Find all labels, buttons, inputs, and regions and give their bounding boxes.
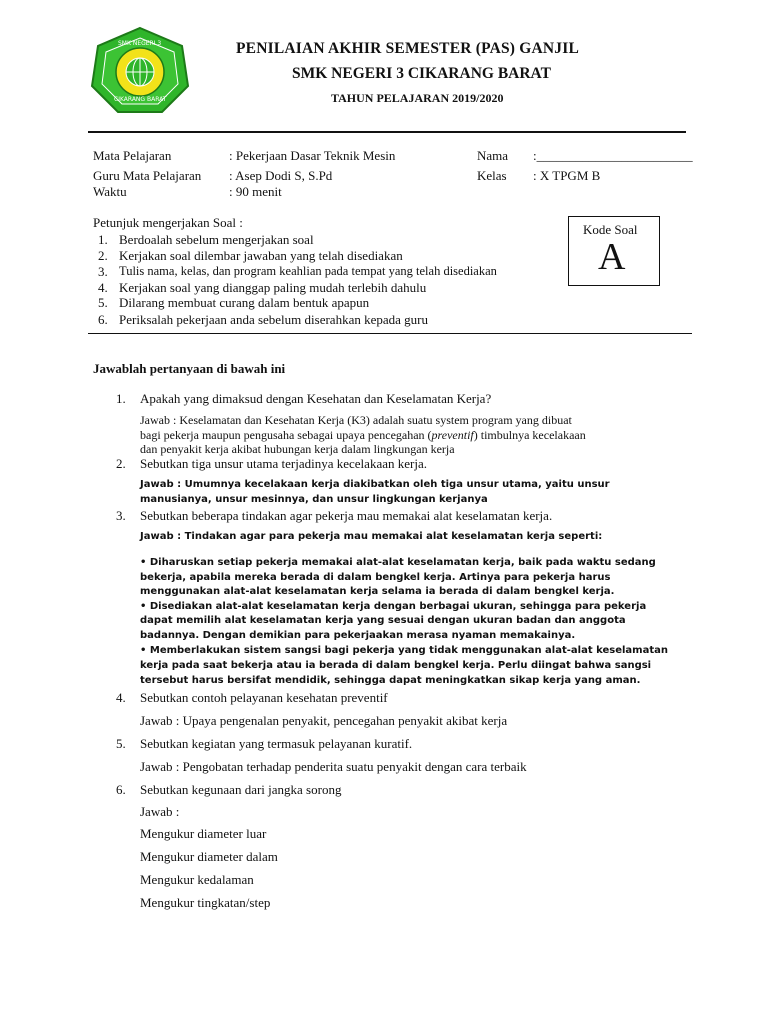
question-number: 3.: [116, 508, 126, 523]
question-number: 5.: [116, 736, 126, 751]
instruction-num: 4.: [98, 280, 108, 295]
answer-line: manusianya, unsur mesinnya, dan unsur lingkungan kerjanya: [140, 494, 488, 505]
academic-year: TAHUN PELAJARAN 2019/2020: [331, 91, 504, 105]
waktu-label: Waktu: [93, 184, 127, 199]
answer-line: [140, 428, 586, 443]
instruction-num: 2.: [98, 248, 108, 263]
instructions-title: Petunjuk mengerjakan Soal :: [93, 215, 243, 230]
school-logo: [90, 26, 190, 114]
instruction-num: 1.: [98, 232, 108, 247]
answer-segment: bagi pekerja maupun pengusaha sebagai upaya pencegahan (: [140, 428, 432, 442]
section-title: Jawablah pertanyaan di bawah ini: [93, 361, 286, 376]
question-number: 1.: [116, 391, 126, 406]
question-text: Apakah yang dimaksud dengan Kesehatan dan Keselamatan Kerja?: [140, 391, 492, 406]
nama-field[interactable]: :________________________: [533, 148, 693, 163]
answer-item: Mengukur diameter luar: [140, 826, 267, 841]
question-number: 6.: [116, 782, 126, 797]
answer-line: kerja pada saat bekerja atau ia berada di dalam bengkel kerja. Perlu diingat bahwa sangsi: [140, 660, 652, 671]
answer-bullet: • Diharuskan setiap pekerja memakai alat-alat keselamatan kerja, baik pada waktu sedang: [140, 557, 656, 568]
instruction-text: Tulis nama, kelas, dan program keahlian pada tempat yang telah disediakan: [119, 264, 497, 278]
answer-line: tersebut harus bersifat mendidik, sehingga dapat meningkatkan sikap kerja yang aman.: [140, 675, 641, 686]
kode-soal-box: [568, 216, 660, 286]
instructions-divider: [88, 333, 692, 334]
question-text: Sebutkan kegunaan dari jangka sorong: [140, 782, 342, 797]
instruction-num: 6.: [98, 312, 108, 327]
logo-text-bottom: CIKARANG BARAT: [114, 96, 167, 103]
question-text: Sebutkan contoh pelayanan kesehatan preventif: [140, 690, 388, 705]
exam-title: PENILAIAN AKHIR SEMESTER (PAS) GANJIL: [236, 40, 579, 57]
kelas-value: : X TPGM B: [533, 168, 601, 183]
answer-line: dapat memilih alat keselamatan kerja yang sesuai dengan ukuran badan dan anggota: [140, 615, 626, 626]
nama-label: Nama: [477, 148, 509, 163]
question-text: Sebutkan tiga unsur utama terjadinya kecelakaan kerja.: [140, 456, 427, 471]
mapel-value: : Pekerjaan Dasar Teknik Mesin: [229, 148, 396, 163]
instruction-num: 3.: [98, 264, 108, 279]
question-number: 4.: [116, 690, 126, 705]
answer-line: Jawab : Umumnya kecelakaan kerja diakibatkan oleh tiga unsur utama, yaitu unsur: [140, 479, 610, 490]
answer-line: Jawab :: [140, 804, 180, 819]
kelas-label: Kelas: [477, 168, 507, 183]
instruction-text: Dilarang membuat curang dalam bentuk apapun: [119, 295, 370, 310]
kode-soal-label: Kode Soal: [583, 222, 638, 237]
question-number: 2.: [116, 456, 126, 471]
answer-bullet: • Memberlakukan sistem sangsi bagi pekerja yang tidak menggunakan alat-alat keselamatan: [140, 645, 668, 656]
instruction-text: Periksalah pekerjaan anda sebelum diserahkan kepada guru: [119, 312, 428, 327]
instruction-text: Berdoalah sebelum mengerjakan soal: [119, 232, 314, 247]
school-name: SMK NEGERI 3 CIKARANG BARAT: [292, 65, 551, 82]
answer-line: Jawab : Upaya pengenalan penyakit, pencegahan penyakit akibat kerja: [140, 713, 508, 728]
answer-segment: ) timbulnya kecelakaan: [473, 428, 586, 442]
answer-line: Jawab : Keselamatan dan Kesehatan Kerja (K3) adalah suatu system program yang dibuat: [140, 413, 572, 427]
answer-line: bekerja, apabila mereka berada di dalam bengkel kerja. Artinya para pekerja harus: [140, 572, 611, 583]
answer-item: Mengukur kedalaman: [140, 872, 254, 887]
guru-value: : Asep Dodi S, S.Pd: [229, 168, 333, 183]
answer-bullet: • Disediakan alat-alat keselamatan kerja dengan berbagai ukuran, sehingga para pekerja: [140, 601, 647, 612]
logo-text-top: SMK NEGERI 3: [118, 40, 162, 47]
guru-label: Guru Mata Pelajaran: [93, 168, 202, 183]
instruction-text: Kerjakan soal dilembar jawaban yang telah disediakan: [119, 248, 403, 263]
answer-emphasis: preventif: [431, 428, 474, 442]
instruction-num: 5.: [98, 295, 108, 310]
kode-soal-value: A: [598, 236, 626, 278]
header-divider: [88, 131, 686, 133]
answer-item: Mengukur tingkatan/step: [140, 895, 271, 910]
instruction-text: Kerjakan soal yang dianggap paling mudah terlebih dahulu: [119, 280, 427, 295]
question-text: Sebutkan beberapa tindakan agar pekerja mau memakai alat keselamatan kerja.: [140, 508, 553, 523]
answer-line: Jawab : Pengobatan terhadap penderita suatu penyakit dengan cara terbaik: [140, 759, 527, 774]
question-text: Sebutkan kegiatan yang termasuk pelayanan kuratif.: [140, 736, 413, 751]
answer-line: dan penyakit kerja akibat hubungan kerja dalam lingkungan kerja: [140, 442, 455, 456]
mapel-label: Mata Pelajaran: [93, 148, 172, 163]
answer-line: Jawab : Tindakan agar para pekerja mau memakai alat keselamatan kerja seperti:: [140, 531, 603, 542]
answer-line: menggunakan alat-alat keselamatan kerja selama ia berada di dalam bengkel kerja.: [140, 586, 615, 597]
answer-item: Mengukur diameter dalam: [140, 849, 278, 864]
answer-line: badannya. Dengan demikian para pekerjaakan merasa nyaman memakainya.: [140, 630, 576, 641]
waktu-value: : 90 menit: [229, 184, 282, 199]
